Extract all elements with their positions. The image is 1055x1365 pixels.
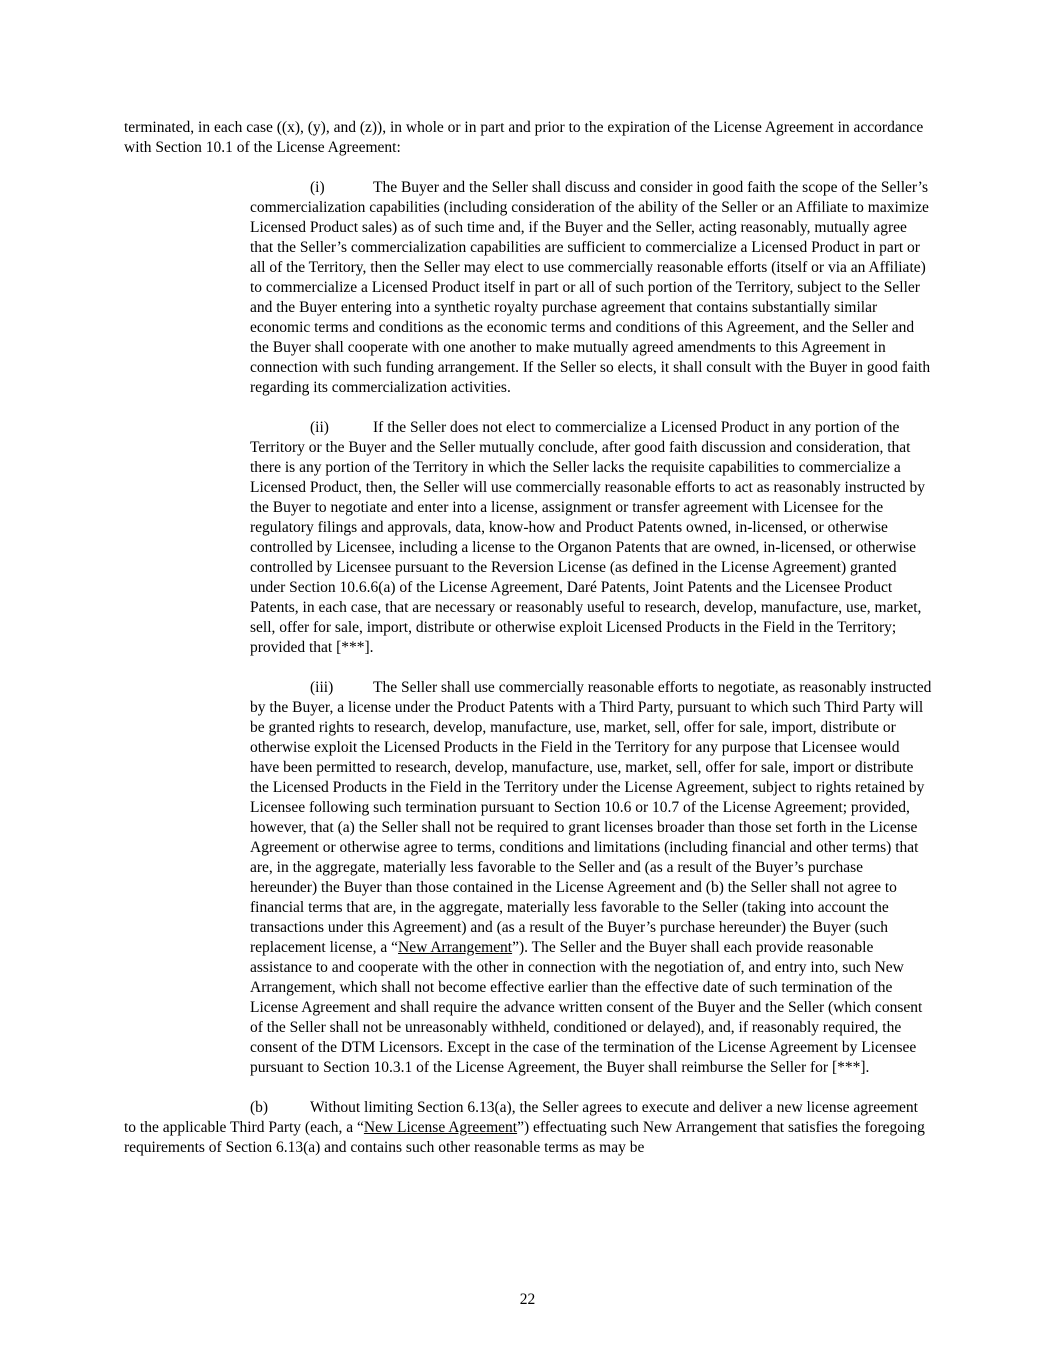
paragraph-b-label: (b) <box>250 1099 269 1116</box>
paragraph-b-text-part1: Without limiting Section 6.13(a), the Seller agrees to execute and deliver a new license agreement to the applicable Third Party (each, a “ <box>124 1099 918 1136</box>
paragraph-ii-text: If the Seller does not elect to commercialize a Licensed Product in any portion of the Territory or the Buyer and the Seller mutually conclude, after good faith discussion and consideration, that there is any portion of the Territory in which the Seller lacks the requisite capabilities to commercialize a Licensed Product, then, the Seller will use commercially reasonable efforts to act as reasonably instructed by the Buyer to negotiate and enter into a license, assignment or transfer agreement with Licensee for the regulatory filings and approvals, data, know-how and Product Patents owned, in-licensed, or otherwise controlled by Licensee, including a license to the Organon Patents that are owned, in-licensed, or otherwise controlled by Licensee pursuant to the Reversion License (as defined in the License Agreement) granted under Section 10.6.6(a) of the License Agreement, Daré Patents, Joint Patents and the Licensee Product Patents, in each case, that are necessary or reasonably useful to research, develop, manufacture, use, market, sell, offer for sale, import, distribute or otherwise exploit Licensed Products in the Field in the Territory; provided that [***]. <box>250 419 926 656</box>
paragraph-ii-label: (ii) <box>310 419 329 436</box>
paragraph-i-label: (i) <box>310 179 325 196</box>
paragraph-iii-text-part1: The Seller shall use commercially reasonable efforts to negotiate, as reasonably instructed by the Buyer, a license under the Product Patents with a Third Party, pursuant to which such Third Party will be granted rights to research, develop, manufacture, use, market, sell, offer for sale, import, distribute or otherwise exploit the Licensed Products in the Field in the Territory for any purpose that Licensee would have been permitted to research, develop, manufacture, use, market, sell, offer for sale, import or distribute the Licensed Products in the Field in the Territory under the License Agreement, subject to rights retained by Licensee following such termination pursuant to Section 10.6 or 10.7 of the License Agreement; provided, however, that (a) the Seller shall not be required to grant licenses broader than those set forth in the License Agreement or otherwise agree to terms, conditions and limitations (including financial and other terms) that are, in the aggregate, materially less favorable to the Seller and (as a result of the Buyer’s purchase hereunder) the Buyer than those contained in the License Agreement and (b) the Seller shall not agree to financial terms that are, in the aggregate, materially less favorable to the Seller (taking into account the transactions under this Agreement) and (as a result of the Buyer’s purchase hereunder) the Buyer (such replacement license, a “ <box>250 679 932 956</box>
paragraph-iii <box>250 678 932 1078</box>
paragraph-b-text-part2: ”) effectuating such New Arrangement that satisfies the foregoing requirements of Section 6.13(a) and contains such other reasonable terms as may be <box>124 1119 925 1156</box>
paragraph-intro: terminated, in each case ((x), (y), and (z)), in whole or in part and prior to the expiration of the License Agreement in accordance with Section 10.1 of the License Agreement: <box>124 119 924 156</box>
paragraph-iii-text-part2: ”). The Seller and the Buyer shall each provide reasonable assistance to and cooperate with the other in connection with the negotiation of, and entry into, such New Arrangement, which shall not become effective earlier than the effective date of such termination of the License Agreement and shall require the advance written consent of the Buyer and the Seller (which consent of the Seller shall not be unreasonably withheld, conditioned or delayed), and, if reasonably required, the consent of the DTM Licensors. Except in the case of the termination of the License Agreement by Licensee pursuant to Section 10.3.1 of the License Agreement, the Buyer shall reimburse the Seller for [***]. <box>250 939 923 1076</box>
paragraph-b <box>124 1098 932 1158</box>
defined-term-new-arrangement: New Arrangement <box>398 939 513 956</box>
paragraph-i <box>250 178 932 398</box>
paragraph-i-text: The Buyer and the Seller shall discuss and consider in good faith the scope of the Seller’s commercialization capabilities (including consideration of the ability of the Seller or an Affiliate to maximize Licensed Product sales) as of such time and, if the Buyer and the Seller, acting reasonably, mutually agree that the Seller’s commercialization capabilities are sufficient to commercialize a Licensed Product in part or all of the Territory, then the Seller may elect to use commercially reasonable efforts (itself or via an Affiliate) to commercialize a Licensed Product itself in part or all of such portion of the Territory, subject to the Seller and the Buyer entering into a synthetic royalty purchase agreement that contains substantially similar economic terms and conditions as the economic terms and conditions of this Agreement, and the Seller and the Buyer shall cooperate with one another to make mutually agreed amendments to this Agreement in connection with such funding arrangement. If the Seller so elects, it shall consult with the Buyer in good faith regarding its commercialization activities. <box>250 179 931 396</box>
paragraph-iii-label: (iii) <box>310 679 334 696</box>
paragraph-ii <box>250 418 932 658</box>
page-number: 22 <box>519 1291 536 1308</box>
defined-term-new-license-agreement: New License Agreement <box>363 1119 518 1136</box>
